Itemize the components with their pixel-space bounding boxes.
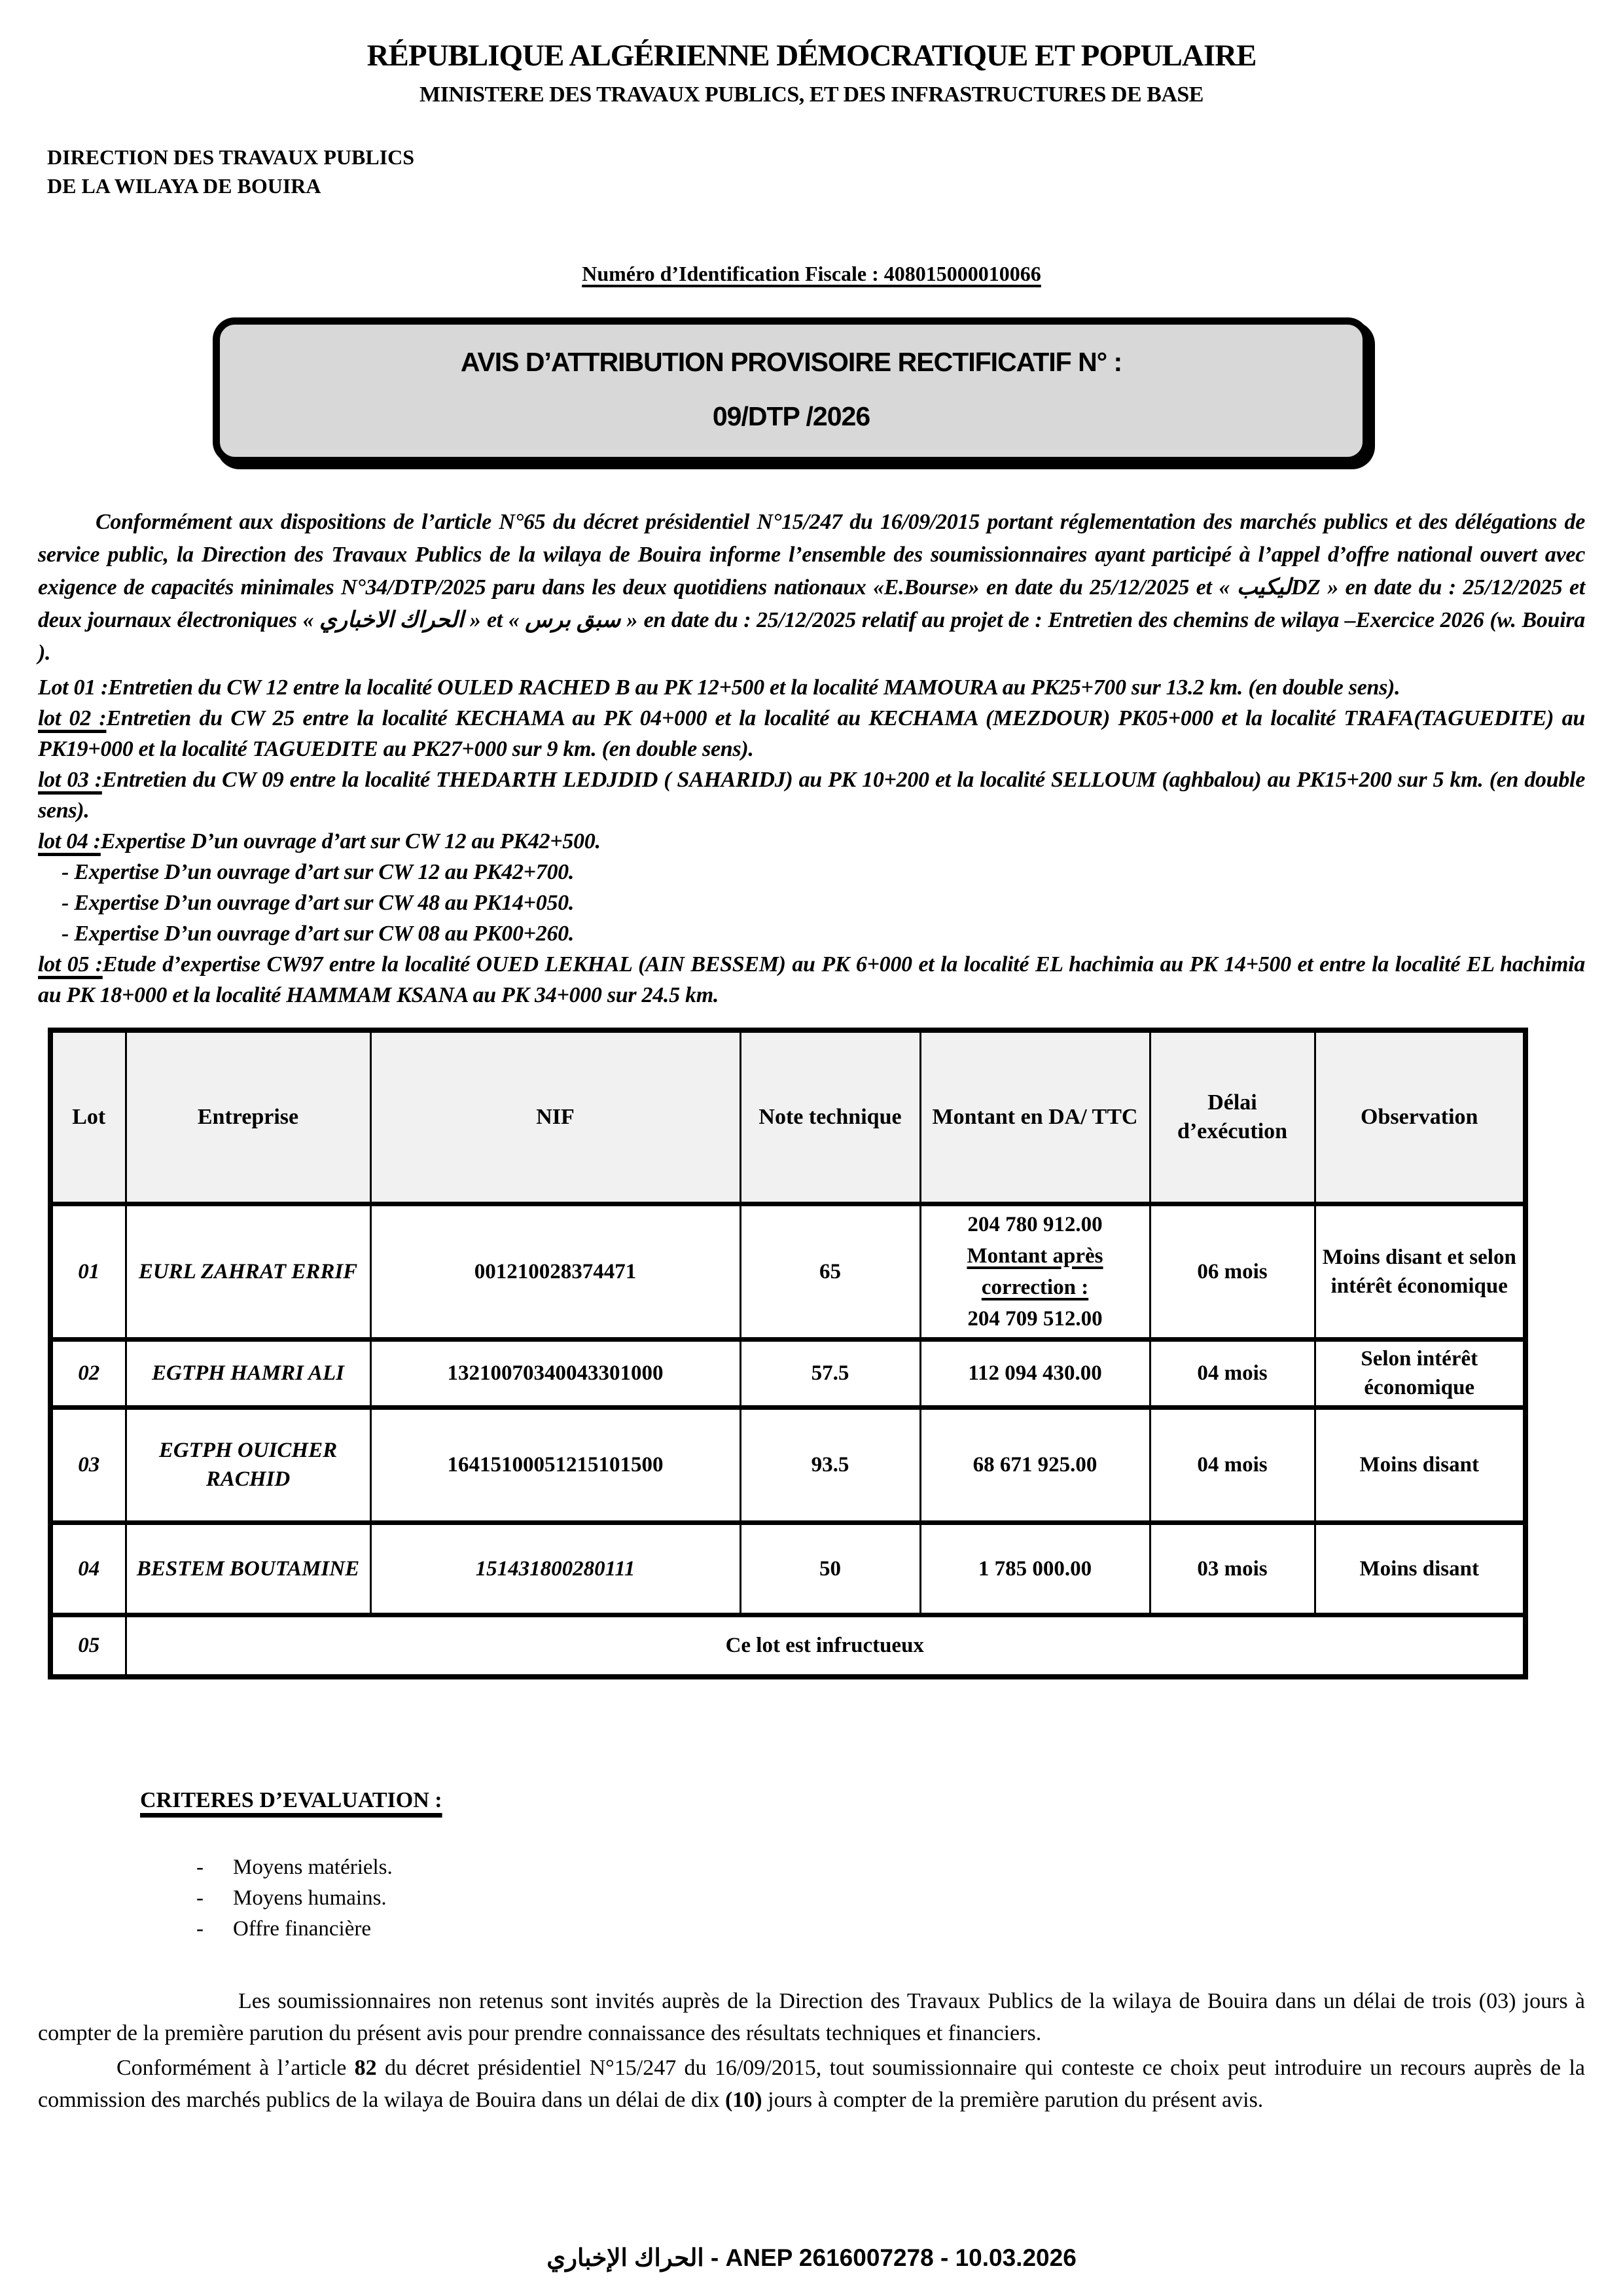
col-header-montant: Montant en DA/ TTC [920,1030,1150,1204]
row1-nif: 001210028374471 [370,1204,740,1339]
row1-delai: 06 mois [1150,1204,1315,1339]
row4-nif: 151431800280111 [370,1522,740,1615]
lots-list [38,672,1585,1011]
row3-note: 93.5 [740,1407,920,1522]
row4-delai: 03 mois [1150,1522,1315,1615]
lot-04-subitem-3: - Expertise D’un ouvrage d’art sur CW 08 au PK00+260. [62,922,575,946]
row3-montant: 68 671 925.00 [920,1407,1150,1522]
col-header-note: Note technique [740,1030,920,1204]
lot-03-text: Entretien du CW 09 entre la localité THEDARTH LEDJDID ( SAHARIDJ) au PK 10+200 et la localité SELLOUM (aghbalou) au PK15+200 sur 5 km. (en double sens). [38,768,1585,823]
row2-delai: 04 mois [1150,1339,1315,1407]
notice-line1: AVIS D’ATTRIBUTION PROVISOIRE RECTIFICATIF N° : [460,347,1122,377]
row2-lot: 02 [50,1339,126,1407]
row2-nif: 13210070340043301000 [370,1339,740,1407]
dash-bullet: - [196,1886,204,1910]
row4-lot: 04 [50,1522,126,1615]
row4-entreprise: BESTEM BOUTAMINE [126,1522,370,1615]
closing2-seg-c: du décret présidentiel N°15/247 du 16/09/2015, tout soumissionnaire qui conteste ce choix peut introduire un recours auprès de la commission des marchés publics de la wilaya de Bouira dans un délai de dix [38,2056,1585,2112]
ministry-title: MINISTERE DES TRAVAUX PUBLICS, ET DES INFRASTRUCTURES DE BASE [419,82,1204,107]
row1-note: 65 [740,1204,920,1339]
fiscal-id-line [0,262,1623,286]
table-row [50,1339,1525,1407]
criteria-item-1-text: Moyens matériels. [233,1856,393,1879]
row3-lot: 03 [50,1407,126,1522]
lot-02-label: lot 02 : [38,706,107,730]
row4-montant: 1 785 000.00 [920,1522,1150,1615]
direction-line2: DE LA WILAYA DE BOUIRA [47,174,321,198]
row2-observation: Selon intérêt économique [1315,1339,1525,1407]
row1-lot: 01 [50,1204,126,1339]
lot-02-text: Entretien du CW 25 entre la localité KECHAMA au PK 04+000 et la localité au KECHAMA (MEZDOUR) PK05+000 et la localité TRAFA(TAGUEDITE) au PK19+000 et la localité TAGUEDITE au PK27+000 sur 9 km. (en double sens). [38,706,1585,761]
anep-footer: الحراك الإخباري - ANEP 2616007278 - 10.03.2026 [546,2244,1077,2271]
row5-merged-cell: Ce lot est infructueux [126,1615,1525,1677]
row1-montant-corrected: 204 709 512.00 [967,1306,1103,1331]
direction-line1: DIRECTION DES TRAVAUX PUBLICS [47,145,415,169]
row1-montant-label: Montant après correction : [967,1244,1103,1299]
lot-01-text: Entretien du CW 12 entre la localité OULED RACHED B au PK 12+500 et la localité MAMOURA au PK25+700 sur 13.2 km. (en double sens). [108,675,1400,700]
closing-paragraph-2 [38,2052,1585,2116]
row1-entreprise: EURL ZAHRAT ERRIF [126,1204,370,1339]
table-header-row [50,1030,1525,1204]
col-header-delai: Délai d’exécution [1150,1030,1315,1204]
notice-title-box [213,317,1370,464]
criteria-item-3 [196,1914,1623,1945]
republic-title: RÉPUBLIQUE ALGÉRIENNE DÉMOCRATIQUE ET POPULAIRE [366,39,1257,73]
row3-entreprise: EGTPH OUICHER RACHID [126,1407,370,1522]
row2-entreprise: EGTPH HAMRI ALI [126,1339,370,1407]
attribution-table [48,1028,1528,1679]
dash-bullet: - [196,1917,204,1941]
lot-01-label: Lot 01 : [38,675,109,700]
row5-lot: 05 [50,1615,126,1677]
col-header-entreprise: Entreprise [126,1030,370,1204]
criteria-heading: CRITERES D’EVALUATION : [140,1788,442,1812]
row2-montant: 112 094 430.00 [920,1339,1150,1407]
table-row [50,1407,1525,1522]
closing2-seg-e: jours à compter de la première parution du présent avis. [762,2088,1264,2112]
row1-montant [920,1204,1150,1339]
row3-delai: 04 mois [1150,1407,1315,1522]
direction-block [47,143,1623,200]
col-header-observation: Observation [1315,1030,1525,1204]
fiscal-id-text: Numéro d’Identification Fiscale : 408015000010066 [582,262,1041,285]
lot-04-label: lot 04 : [38,829,101,853]
lot-04-subitem-2: - Expertise D’un ouvrage d’art sur CW 48 au PK14+050. [62,891,575,915]
criteria-list [196,1852,1623,1945]
criteria-item-2 [196,1883,1623,1914]
closing2-article-number: 82 [354,2056,377,2080]
lot-04-subitem-1: - Expertise D’un ouvrage d’art sur CW 12 au PK42+700. [62,860,575,884]
lot-entry-01 [38,672,1585,703]
row4-note: 50 [740,1522,920,1615]
row1-montant-initial: 204 780 912.00 [967,1212,1103,1236]
intro-paragraph: Conformément aux dispositions de l’article N°65 du décret présidentiel N°15/247 du 16/09/2015 portant réglementation des marchés publics et des délégations de service public, la Direction des Travaux Publics de la wilaya de Bouira informe l’ensemble des soumissionnaires ayant participé à l’appel d’offre national ouvert avec exigence de capacités minimales N°34/DTP/2025 paru dans les deux quotidiens nationaux «E.Bourse» en date du 25/12/2025 et « ليكيبDZ » en date du : 25/12/2025 et deux journaux électroniques « الحراك الاخباري » et « سبق برس » en date du : 25/12/2025 relatif au projet de : Entretien des chemins de wilaya –Exercice 2026 (w. Bouira ). [38,510,1585,665]
row3-nif: 16415100051215101500 [370,1407,740,1522]
lot-entry-03 [38,764,1585,826]
row3-observation: Moins disant [1315,1407,1525,1522]
lot-03-label: lot 03 : [38,768,102,792]
notice-line2: 09/DTP /2026 [712,401,870,431]
closing2-seg-a: Conformément à l’article [116,2056,355,2080]
lot-04-text: Expertise D’un ouvrage d’art sur CW 12 au PK42+500. [100,829,601,853]
closing2-days-number: (10) [724,2088,762,2112]
row2-note: 57.5 [740,1339,920,1407]
dash-bullet: - [196,1856,204,1879]
lot-05-text: Etude d’expertise CW97 entre la localité OUED LEKHAL (AIN BESSEM) au PK 6+000 et la localité EL hachimia au PK 14+500 et entre la localité EL hachimia au PK 18+000 et la localité HAMMAM KSANA au PK 34+000 sur 24.5 km. [38,952,1585,1007]
lot-05-label: lot 05 : [38,952,103,977]
lot-entry-05 [38,949,1585,1011]
criteria-item-1 [196,1852,1623,1883]
col-header-lot: Lot [50,1030,126,1204]
lot-entry-04 [38,826,1585,857]
col-header-nif: NIF [370,1030,740,1204]
row4-observation: Moins disant [1315,1522,1525,1615]
table-row [50,1615,1525,1677]
criteria-item-3-text: Offre financière [233,1917,372,1941]
criteria-item-2-text: Moyens humains. [233,1886,387,1910]
lot-entry-02 [38,703,1585,764]
table-row [50,1204,1525,1339]
row1-observation: Moins disant et selon intérêt économique [1315,1204,1525,1339]
table-row [50,1522,1525,1615]
closing-paragraph-1: Les soumissionnaires non retenus sont invités auprès de la Direction des Travaux Publics de la wilaya de Bouira dans un délai de trois (03) jours à compter de la première parution du présent avis pour prendre connaissance des résultats techniques et financiers. [38,1989,1585,2045]
